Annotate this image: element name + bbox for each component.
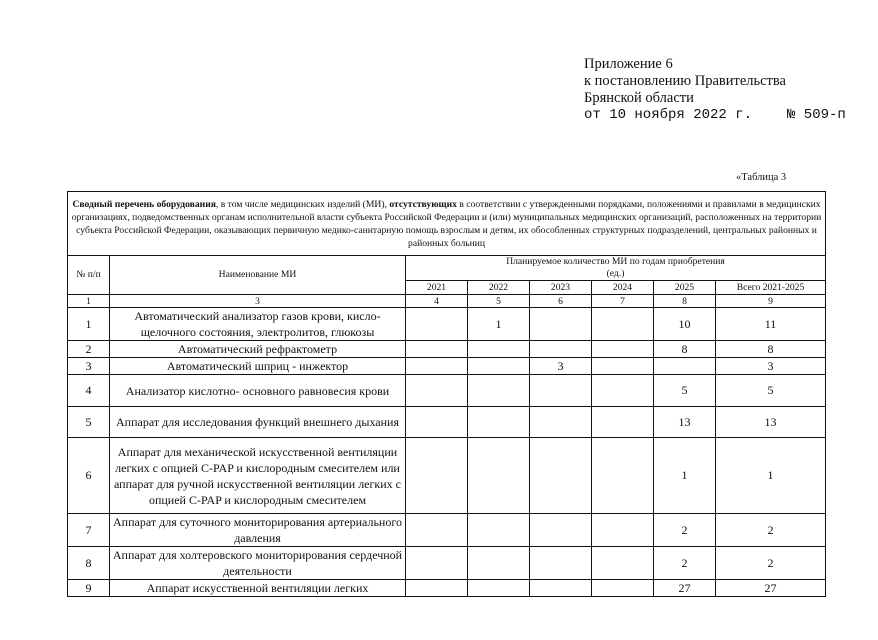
row-number: 2 — [68, 341, 110, 358]
caption-bold-2: отсутствующих — [389, 198, 457, 210]
qty-2025: 5 — [654, 375, 716, 407]
row-number: 1 — [68, 308, 110, 341]
qty-total: 2 — [716, 514, 826, 547]
row-number: 3 — [68, 358, 110, 375]
annex-block — [584, 56, 846, 124]
qty-2022 — [468, 438, 530, 514]
qty-2025: 8 — [654, 341, 716, 358]
qty-2021 — [406, 580, 468, 597]
column-index: 5 — [468, 295, 530, 308]
qty-total: 3 — [716, 358, 826, 375]
qty-2021 — [406, 375, 468, 407]
qty-2022 — [468, 375, 530, 407]
row-number: 4 — [68, 375, 110, 407]
qty-2022: 1 — [468, 308, 530, 341]
qty-total: 13 — [716, 407, 826, 438]
annex-line-1: к постановлению Правительства — [584, 73, 786, 89]
table-row — [68, 358, 826, 375]
header-year: 2021 — [406, 281, 468, 295]
qty-2022 — [468, 580, 530, 597]
qty-2024 — [592, 580, 654, 597]
header-year: 2022 — [468, 281, 530, 295]
header-num: № п/п — [68, 256, 110, 295]
table-row — [68, 580, 826, 597]
row-number: 6 — [68, 438, 110, 514]
qty-2024 — [592, 308, 654, 341]
annex-number: № 509-п — [787, 107, 846, 123]
table-row — [68, 438, 826, 514]
annex-title: Приложение 6 — [584, 56, 673, 72]
qty-2024 — [592, 514, 654, 547]
header-planned-title: Планируемое количество МИ по годам приобретения — [506, 256, 725, 267]
qty-2025 — [654, 358, 716, 375]
qty-2022 — [468, 514, 530, 547]
qty-2024 — [592, 341, 654, 358]
header-year: 2023 — [530, 281, 592, 295]
column-index: 4 — [406, 295, 468, 308]
caption-bold-1: Сводный перечень оборудования — [72, 198, 216, 210]
qty-2024 — [592, 358, 654, 375]
header-year: 2024 — [592, 281, 654, 295]
qty-2021 — [406, 407, 468, 438]
qty-2022 — [468, 341, 530, 358]
column-index: 1 — [68, 295, 110, 308]
column-index: 9 — [716, 295, 826, 308]
item-name: Аппарат для исследования функций внешнего дыхания — [110, 407, 406, 438]
qty-2024 — [592, 438, 654, 514]
qty-2023 — [530, 580, 592, 597]
header-planned-unit: (ед.) — [606, 268, 625, 279]
row-number: 5 — [68, 407, 110, 438]
qty-2025: 10 — [654, 308, 716, 341]
qty-total: 1 — [716, 438, 826, 514]
item-name: Аппарат искусственной вентиляции легких — [110, 580, 406, 597]
qty-2021 — [406, 341, 468, 358]
column-index: 8 — [654, 295, 716, 308]
header-total: Всего 2021-2025 — [716, 281, 826, 295]
qty-total: 8 — [716, 341, 826, 358]
caption-text-1: , в том числе медицинских изделий (МИ), — [215, 198, 390, 210]
table-row — [68, 375, 826, 407]
item-name: Аппарат для механической искусственной вентиляции легких с опцией C-PAP и кислородным смесителем или аппарат для ручной искусственной вентиляции легких с опцией C-PAP и кислородным смесителем — [110, 438, 406, 514]
qty-2025: 2 — [654, 514, 716, 547]
qty-2025: 2 — [654, 547, 716, 580]
qty-2023 — [530, 547, 592, 580]
table-row — [68, 407, 826, 438]
caption-text-2: в соответствии с утвержденными порядками, положениями и правилами в медицинских организациях, подведомственных органам исполнительной власти субъекта Российской Федерации и (или) муниципальных медицинских организаций, расположенных на территории субъекта Российской Федерации, оказывающих первичную медико-санитарную помощь взрослым и детям, их обособленных структурных подразделений, центральных районных и районных больниц — [71, 198, 822, 249]
qty-total: 5 — [716, 375, 826, 407]
qty-2021 — [406, 438, 468, 514]
qty-2023 — [530, 375, 592, 407]
table-reference: «Таблица 3 — [736, 172, 787, 183]
qty-2024 — [592, 375, 654, 407]
annex-line-2: Брянской области — [584, 90, 694, 106]
table-caption — [68, 192, 826, 256]
qty-2021 — [406, 514, 468, 547]
item-name: Аппарат для холтеровского мониторирования сердечной деятельности — [110, 547, 406, 580]
qty-2022 — [468, 358, 530, 375]
item-name: Автоматический рефрактометр — [110, 341, 406, 358]
qty-2021 — [406, 358, 468, 375]
table-row — [68, 341, 826, 358]
qty-2023 — [530, 308, 592, 341]
column-index: 6 — [530, 295, 592, 308]
row-number: 9 — [68, 580, 110, 597]
table-row — [68, 308, 826, 341]
qty-2024 — [592, 407, 654, 438]
qty-total: 27 — [716, 580, 826, 597]
qty-2022 — [468, 407, 530, 438]
qty-2023 — [530, 341, 592, 358]
header-name: Наименование МИ — [110, 256, 406, 295]
qty-2025: 13 — [654, 407, 716, 438]
item-name: Автоматический анализатор газов крови, кисло-щелочного состояния, электролитов, глюкозы — [110, 308, 406, 341]
qty-2023 — [530, 514, 592, 547]
qty-total: 2 — [716, 547, 826, 580]
table-row — [68, 514, 826, 547]
qty-2023: 3 — [530, 358, 592, 375]
qty-2021 — [406, 547, 468, 580]
qty-2024 — [592, 547, 654, 580]
header-planned — [406, 256, 826, 281]
item-name: Анализатор кислотно- основного равновесия крови — [110, 375, 406, 407]
equipment-table — [67, 191, 826, 597]
qty-2022 — [468, 547, 530, 580]
qty-2025: 27 — [654, 580, 716, 597]
item-name: Аппарат для суточного мониторирования артериального давления — [110, 514, 406, 547]
table-row — [68, 547, 826, 580]
column-index: 3 — [110, 295, 406, 308]
annex-date-line — [584, 107, 846, 124]
row-number: 7 — [68, 514, 110, 547]
qty-2023 — [530, 407, 592, 438]
item-name: Автоматический шприц - инжектор — [110, 358, 406, 375]
qty-2025: 1 — [654, 438, 716, 514]
qty-2023 — [530, 438, 592, 514]
annex-date: от 10 ноября 2022 г. — [584, 107, 753, 123]
qty-2021 — [406, 308, 468, 341]
header-year: 2025 — [654, 281, 716, 295]
row-number: 8 — [68, 547, 110, 580]
column-index: 7 — [592, 295, 654, 308]
qty-total: 11 — [716, 308, 826, 341]
